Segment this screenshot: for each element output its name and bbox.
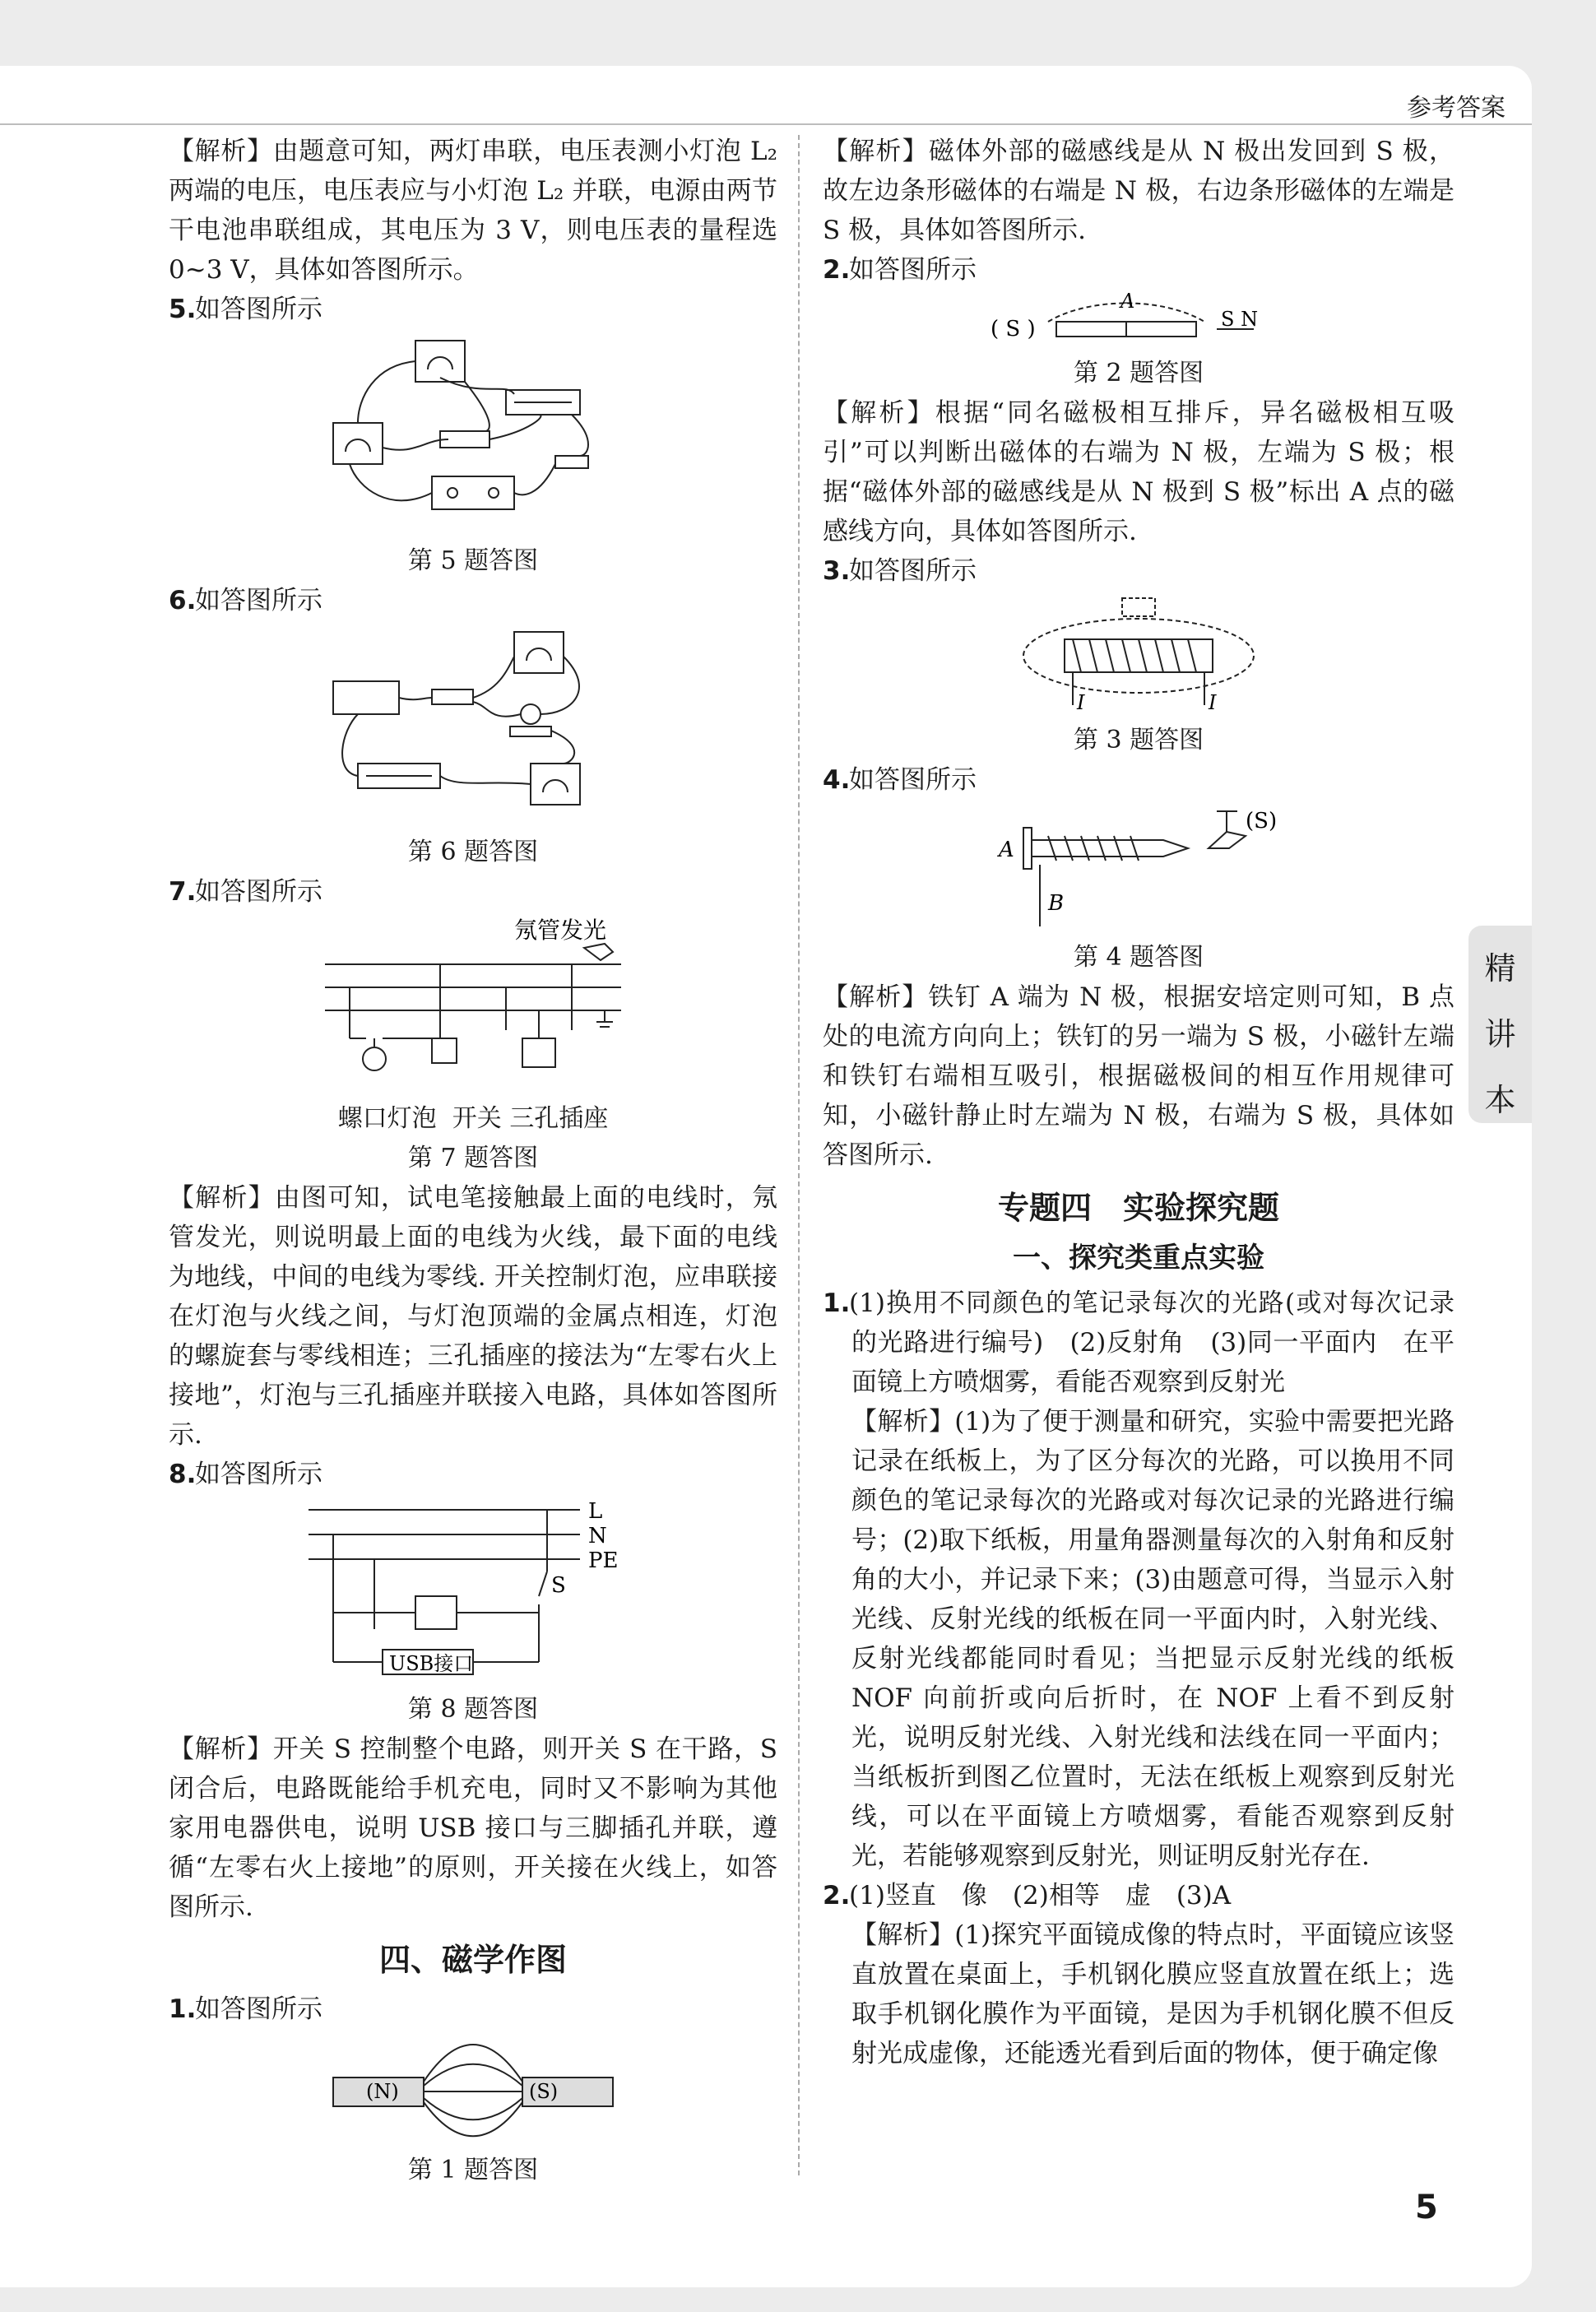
question-text: 如答图所示 bbox=[195, 1994, 322, 2024]
question-text: 如答图所示 bbox=[195, 586, 322, 615]
pole-S-label: (S) bbox=[529, 2080, 559, 2103]
analysis-text: 【解析】由题意可知，两灯串联，电压表测小灯泡 L₂ 两端的电压，电压表应与小灯泡 L₂ 并联，电源由两节干电池串联组成，其电压为 3 V，则电压表的量程选 0~3 V，具体如答图所示。 bbox=[169, 137, 777, 285]
question-number: 8. bbox=[169, 1460, 197, 1489]
analysis-text: 【解析】铁钉 A 端为 N 极，根据安培定则可知，B 点处的电流方向向上；铁钉的另一端为 S 极，小磁针左端和铁钉右端相互吸引，根据磁极间的相互作用规律可知，小磁针静止时左端为 N 极，右端为 S 极，具体如答图所示. bbox=[823, 982, 1454, 1170]
socket-label: 三孔插座 bbox=[509, 1104, 609, 1133]
question-m4 bbox=[823, 760, 1454, 800]
wire-N-label: N bbox=[588, 1524, 607, 1548]
switch-label: 开关 bbox=[452, 1104, 502, 1133]
question-7 bbox=[169, 872, 777, 912]
current-I-label: I bbox=[1077, 691, 1085, 714]
right-column bbox=[823, 132, 1454, 2073]
analysis-text: 【解析】开关 S 控制整个电路，则开关 S 在干路，S 闭合后，电路既能给手机充电，同时又不影响为其他家用电器供电，说明 USB 接口与三脚插孔并联，遵循“左零右火上接地”的原则，开关接在火线上，如答图所示. bbox=[169, 1734, 777, 1922]
answer-text: (1)换用不同颜色的笔记录每次的光路(或对每次记录的光路进行编号) (2)反射角 (3)同一平面内 在平面镜上方喷烟雾，看能否观察到反射光 bbox=[849, 1288, 1454, 1397]
switch-S-label: S bbox=[551, 1573, 566, 1598]
question-8 bbox=[169, 1455, 777, 1494]
topic-heading: 专题四 实验探究题 bbox=[997, 1190, 1279, 1226]
column-divider bbox=[798, 135, 800, 2175]
analysis-text: 【解析】(1)探究平面镜成像的特点时，平面镜应该竖直放置在桌面上，手机钢化膜应竖直放置在纸上；选取手机钢化膜作为平面镜，是因为手机钢化膜不但反射光成虚像，还能透光看到后面的物体，便于确定像 bbox=[851, 1920, 1454, 2068]
figure-caption: 第 5 题答图 bbox=[407, 546, 539, 575]
figure-caption: 第 8 题答图 bbox=[407, 1695, 539, 1724]
side-tab bbox=[1468, 926, 1532, 1123]
figure-caption: 第 6 题答图 bbox=[407, 838, 539, 866]
figure-m1-magnets bbox=[169, 2032, 777, 2147]
question-number: 4. bbox=[823, 765, 851, 795]
experiment-1 bbox=[823, 1284, 1454, 1402]
point-A-label: A bbox=[999, 838, 1014, 862]
figure-caption: 第 7 题答图 bbox=[407, 1144, 539, 1172]
question-m2 bbox=[823, 250, 1454, 290]
wire-L-label: L bbox=[588, 1499, 603, 1524]
experiment-2 bbox=[823, 1876, 1454, 1915]
subsection-heading: 一、探究类重点实验 bbox=[1013, 1242, 1264, 1274]
figure-caption: 第 2 题答图 bbox=[1073, 359, 1204, 388]
analysis-text: 【解析】(1)为了便于测量和研究，实验中需要把光路记录在纸板上，为了区分每次的光路，可以换用不同颜色的笔记录每次的光路或对每次记录的光路进行编号；(2)取下纸板，用量角器测量每次的入射角和反射角的大小，并记录下来；(3)由题意可得，当显示入射光线、反射光线的纸板在同一平面内时，入射光线、反射光线都能同时看见；当把显示反射光线的纸板 NOF 向前折或向后折时，在 NOF 上看不到反射光，说明反射光线、入射光线和法线在同一平面内；当纸板折到图乙位置时，无法在纸板上观察到反射光线，可以在平面镜上方喷烟雾，看能否观察到反射光，若能够观察到反射光，则证明反射光存在. bbox=[851, 1407, 1454, 1871]
figure-q6-circuit bbox=[169, 624, 777, 829]
current-I-label: I bbox=[1209, 691, 1217, 714]
question-m1 bbox=[169, 1989, 777, 2029]
figure-labels bbox=[169, 1099, 777, 1139]
page-header: 参考答案 bbox=[1407, 94, 1506, 123]
lamp-label: 螺口灯泡 bbox=[337, 1104, 437, 1133]
side-tab-text: 精 讲 本 bbox=[1484, 950, 1516, 1118]
question-text: 如答图所示 bbox=[849, 255, 977, 285]
pole-N-label: (N) bbox=[366, 2080, 399, 2103]
answer-text: (1)竖直 像 (2)相等 虚 (3)A bbox=[849, 1881, 1232, 1910]
point-A-label: A bbox=[1120, 293, 1135, 313]
question-number: 2. bbox=[823, 1881, 851, 1910]
figure-q8-wiring bbox=[169, 1497, 777, 1687]
question-number: 6. bbox=[169, 586, 197, 615]
question-number: 1. bbox=[169, 1994, 197, 2024]
point-B-label: B bbox=[1048, 891, 1065, 916]
question-5 bbox=[169, 290, 777, 329]
question-number: 7. bbox=[169, 877, 197, 907]
neon-label: 氖管发光 bbox=[514, 917, 607, 944]
header-rule bbox=[0, 123, 1532, 125]
pole-S-label: ( S ) bbox=[991, 317, 1036, 341]
question-number: 3. bbox=[823, 556, 851, 586]
figure-m4-nail bbox=[823, 803, 1454, 935]
compass-label: S N bbox=[1221, 308, 1259, 331]
pole-S-label: (S) bbox=[1246, 809, 1278, 833]
figure-caption: 第 3 题答图 bbox=[1073, 726, 1204, 754]
figure-caption: 第 4 题答图 bbox=[1073, 943, 1204, 972]
figure-q7-wiring bbox=[169, 915, 777, 1096]
question-text: 如答图所示 bbox=[195, 295, 322, 324]
question-number: 5. bbox=[169, 295, 197, 324]
question-text: 如答图所示 bbox=[195, 1460, 322, 1489]
question-text: 如答图所示 bbox=[195, 877, 322, 907]
figure-m2-magnet bbox=[823, 293, 1454, 351]
figure-q5-circuit bbox=[169, 332, 777, 538]
question-m3 bbox=[823, 551, 1454, 591]
question-number: 2. bbox=[823, 255, 851, 285]
page-number: 5 bbox=[1415, 2189, 1438, 2226]
analysis-text: 【解析】根据“同名磁极相互排斥，异名磁极相互吸引”可以判断出磁体的右端为 N 极，左端为 S 极；根据“磁体外部的磁感线是从 N 极到 S 极”标出 A 点的磁感线方向，具体如答图所示. bbox=[823, 398, 1454, 546]
question-text: 如答图所示 bbox=[849, 765, 977, 795]
figure-caption: 第 1 题答图 bbox=[407, 2156, 539, 2184]
analysis-text: 【解析】磁体外部的磁感线是从 N 极出发回到 S 极，故左边条形磁体的右端是 N 极，右边条形磁体的左端是 S 极，具体如答图所示. bbox=[823, 137, 1454, 245]
figure-m3-solenoid bbox=[823, 594, 1454, 717]
analysis-text: 【解析】由图可知，试电笔接触最上面的电线时，氖管发光，则说明最上面的电线为火线，最下面的电线为地线，中间的电线为零线. 开关控制灯泡，应串联接在灯泡与火线之间，与灯泡顶端的金属点相连，灯泡的螺旋套与零线相连；三孔插座的接法为“左零右火上接地”，灯泡与三孔插座并联接入电路，具体如答图所示. bbox=[169, 1183, 777, 1450]
usb-label: USB接口 bbox=[389, 1652, 474, 1675]
left-column bbox=[169, 132, 777, 2190]
question-text: 如答图所示 bbox=[849, 556, 977, 586]
wire-PE-label: PE bbox=[588, 1548, 619, 1573]
question-6 bbox=[169, 581, 777, 620]
section-heading: 四、磁学作图 bbox=[378, 1942, 567, 1978]
question-number: 1. bbox=[823, 1288, 851, 1318]
